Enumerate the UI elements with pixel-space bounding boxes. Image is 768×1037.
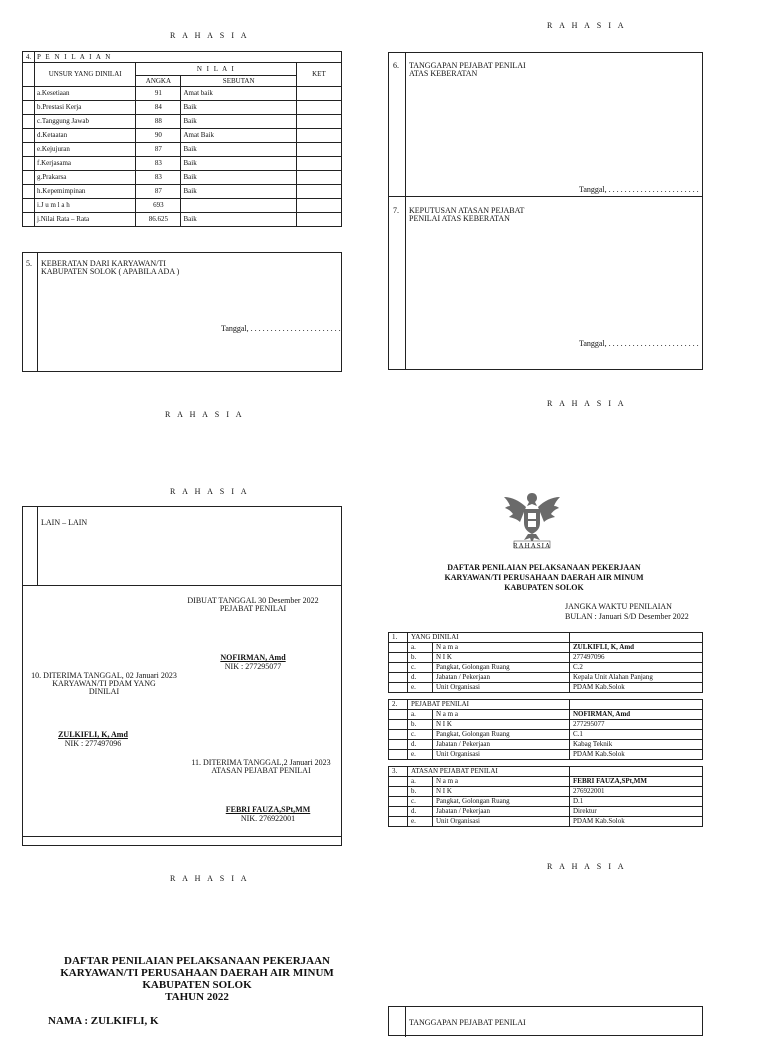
row-label: N I K bbox=[433, 787, 570, 797]
unsur-cell: a.Kesetiaan bbox=[35, 87, 136, 101]
angka-cell: 693 bbox=[136, 199, 181, 213]
row-key: e. bbox=[408, 683, 433, 693]
row-value: 277497096 bbox=[570, 653, 703, 663]
identity-row bbox=[389, 653, 703, 663]
blank-cell bbox=[389, 740, 408, 750]
signature-panel bbox=[22, 506, 342, 846]
sebutan-cell: Amat baik bbox=[181, 87, 296, 101]
row-key: e. bbox=[408, 817, 433, 827]
spacer-cell bbox=[389, 693, 703, 700]
col-ket-header: KET bbox=[296, 63, 341, 87]
tanggapan-panel-2 bbox=[388, 1006, 703, 1036]
angka-cell: 88 bbox=[136, 115, 181, 129]
section-title: YANG DINILAI bbox=[408, 633, 570, 643]
rahasia-label: R A H A S I A bbox=[547, 399, 627, 408]
row-label: Jabatan / Pekerjaan bbox=[433, 807, 570, 817]
keberatan-section bbox=[22, 252, 342, 372]
row-key: a. bbox=[408, 777, 433, 787]
keberatan-title-1: KEBERATAN DARI KARYAWAN/TI bbox=[41, 259, 166, 268]
rahasia-label: R A H A S I A bbox=[547, 21, 627, 30]
identity-row bbox=[389, 740, 703, 750]
section-number: 4. bbox=[23, 52, 35, 63]
sebutan-cell: Baik bbox=[181, 143, 296, 157]
garuda-emblem bbox=[500, 487, 564, 553]
row-value: D.1 bbox=[570, 797, 703, 807]
emblem-banner-text: RAHASIA bbox=[512, 542, 552, 550]
tanggal-line: Tanggal, . . . . . . . . . . . . . . . . . . . . . . . bbox=[221, 324, 341, 333]
identity-row bbox=[389, 777, 703, 787]
col-angka-header: ANGKA bbox=[136, 76, 181, 87]
row-value: PDAM Kab.Solok bbox=[570, 750, 703, 760]
diterima-10-line1: 10. DITERIMA TANGGAL, 02 Januari 2023 bbox=[31, 671, 177, 680]
keputusan-title-2: PENILAI ATAS KEBERATAN bbox=[409, 214, 510, 223]
nama-label: NAMA : ZULKIFLI, K bbox=[48, 1015, 159, 1027]
row-label: Unit Organisasi bbox=[433, 817, 570, 827]
row-key: b. bbox=[408, 720, 433, 730]
unsur-cell: e.Kejujuran bbox=[35, 143, 136, 157]
row-label: N a m a bbox=[433, 777, 570, 787]
signer-name-3: FEBRI FAUZA,SPt,MM bbox=[225, 805, 311, 814]
cover2-title-3: KABUPATEN SOLOK bbox=[142, 979, 252, 991]
cover-title-1: DAFTAR PENILAIAN PELAKSANAAN PEKERJAAN bbox=[447, 563, 641, 572]
row-value: Direktur bbox=[570, 807, 703, 817]
section-value-blank bbox=[570, 633, 703, 643]
row-label: Jabatan / Pekerjaan bbox=[433, 740, 570, 750]
angka-cell: 90 bbox=[136, 129, 181, 143]
row-key: e. bbox=[408, 750, 433, 760]
row-value: C.2 bbox=[570, 663, 703, 673]
signer-nik-3: NIK. 276922001 bbox=[240, 814, 296, 823]
row-value: PDAM Kab.Solok bbox=[570, 817, 703, 827]
tanggapan-keberatan-panel bbox=[388, 52, 703, 370]
tanggal-line: Tanggal, . . . . . . . . . . . . . . . . . . . . . . . bbox=[579, 339, 699, 348]
penilaian-row bbox=[23, 87, 342, 101]
penilaian-row bbox=[23, 101, 342, 115]
signer-name-1: NOFIRMAN, Amd bbox=[220, 653, 286, 662]
section-number: 6. bbox=[393, 61, 399, 70]
dibuat-tanggal: DIBUAT TANGGAL 30 Desember 2022 bbox=[187, 596, 319, 605]
unsur-cell: j.Nilai Rata – Rata bbox=[35, 213, 136, 227]
identity-row bbox=[389, 710, 703, 720]
section-value-blank bbox=[570, 700, 703, 710]
angka-cell: 86.625 bbox=[136, 213, 181, 227]
blank-cell bbox=[389, 683, 408, 693]
identity-row bbox=[389, 807, 703, 817]
row-value: 276922001 bbox=[570, 787, 703, 797]
unsur-cell: b.Prestasi Kerja bbox=[35, 101, 136, 115]
blank-cell bbox=[389, 710, 408, 720]
rahasia-label: R A H A S I A bbox=[170, 874, 250, 883]
blank-cell bbox=[389, 797, 408, 807]
penilaian-row bbox=[23, 185, 342, 199]
blank-cell bbox=[389, 777, 408, 787]
penilaian-row bbox=[23, 115, 342, 129]
tanggapan-title-1: TANGGAPAN PEJABAT PENILAI bbox=[409, 61, 526, 70]
row-key: a. bbox=[408, 643, 433, 653]
ket-cell bbox=[296, 129, 341, 143]
section-number: 5. bbox=[26, 259, 32, 268]
sebutan-cell: Baik bbox=[181, 157, 296, 171]
signer-nik-2: NIK : 277497096 bbox=[64, 739, 122, 748]
row-label: Pangkat, Golongan Ruang bbox=[433, 663, 570, 673]
row-label: N a m a bbox=[433, 710, 570, 720]
section-value-blank bbox=[570, 767, 703, 777]
row-value: PDAM Kab.Solok bbox=[570, 683, 703, 693]
sebutan-cell: Baik bbox=[181, 213, 296, 227]
row-number-cell bbox=[23, 115, 35, 129]
ket-cell bbox=[296, 185, 341, 199]
rahasia-label: R A H A S I A bbox=[170, 31, 250, 40]
ket-cell bbox=[296, 199, 341, 213]
spacer-row bbox=[389, 693, 703, 700]
section-number: 3. bbox=[389, 767, 408, 777]
section-title: ATASAN PEJABAT PENILAI bbox=[408, 767, 570, 777]
identity-row bbox=[389, 817, 703, 827]
row-label: Unit Organisasi bbox=[433, 750, 570, 760]
row-number-cell bbox=[23, 101, 35, 115]
ket-cell bbox=[296, 171, 341, 185]
sebutan-cell: Baik bbox=[181, 101, 296, 115]
ket-cell bbox=[296, 101, 341, 115]
sebutan-cell: Baik bbox=[181, 171, 296, 185]
section-number: 7. bbox=[393, 206, 399, 215]
angka-cell: 84 bbox=[136, 101, 181, 115]
row-number-cell bbox=[23, 199, 35, 213]
row-number-cell bbox=[23, 171, 35, 185]
penilaian-row bbox=[23, 143, 342, 157]
angka-cell: 83 bbox=[136, 157, 181, 171]
row-key: c. bbox=[408, 730, 433, 740]
cover2-title-1: DAFTAR PENILAIAN PELAKSANAAN PEKERJAAN bbox=[64, 955, 330, 967]
tanggapan-title-2: ATAS KEBERATAN bbox=[409, 69, 478, 78]
row-number-cell bbox=[23, 213, 35, 227]
sebutan-cell: Baik bbox=[181, 115, 296, 129]
row-value: Kepala Unit Alahan Panjang bbox=[570, 673, 703, 683]
unsur-cell: f.Kerjasama bbox=[35, 157, 136, 171]
sebutan-cell bbox=[181, 199, 296, 213]
unsur-cell: h.Kepemimpinan bbox=[35, 185, 136, 199]
row-number-cell bbox=[23, 157, 35, 171]
spacer-row bbox=[389, 760, 703, 767]
unsur-cell: g.Prakarsa bbox=[35, 171, 136, 185]
row-label: Jabatan / Pekerjaan bbox=[433, 673, 570, 683]
rahasia-label: R A H A S I A bbox=[170, 487, 250, 496]
angka-cell: 87 bbox=[136, 143, 181, 157]
row-key: a. bbox=[408, 710, 433, 720]
row-value: FEBRI FAUZA,SPt,MM bbox=[570, 777, 703, 787]
penilaian-row bbox=[23, 157, 342, 171]
tanggal-line: Tanggal, . . . . . . . . . . . . . . . . . . . . . . . bbox=[579, 185, 699, 194]
ket-cell bbox=[296, 115, 341, 129]
tanggapan-title-1: TANGGAPAN PEJABAT PENILAI bbox=[409, 1018, 526, 1027]
blank-cell bbox=[389, 673, 408, 683]
row-label: N a m a bbox=[433, 643, 570, 653]
identity-row bbox=[389, 730, 703, 740]
identity-row bbox=[389, 750, 703, 760]
diterima-10-line3: DINILAI bbox=[88, 687, 120, 696]
bulan-label: BULAN : Januari S/D Desember 2022 bbox=[565, 612, 689, 621]
signer-name-2: ZULKIFLI, K, Amd bbox=[58, 730, 128, 739]
ket-cell bbox=[296, 143, 341, 157]
row-value: NOFIRMAN, Amd bbox=[570, 710, 703, 720]
row-key: b. bbox=[408, 653, 433, 663]
diterima-10-line2: KARYAWAN/TI PDAM YANG bbox=[52, 679, 156, 688]
cover-title-2: KARYAWAN/TI PERUSAHAAN DAERAH AIR MINUM bbox=[444, 573, 644, 582]
section-title: PEJABAT PENILAI bbox=[408, 700, 570, 710]
keputusan-title-1: KEPUTUSAN ATASAN PEJABAT bbox=[409, 206, 525, 215]
diterima-11-line1: 11. DITERIMA TANGGAL,2 Januari 2023 bbox=[191, 758, 331, 767]
penilaian-panel bbox=[22, 51, 342, 227]
blank-cell bbox=[389, 787, 408, 797]
section-number: 1. bbox=[389, 633, 408, 643]
blank-cell bbox=[389, 817, 408, 827]
rahasia-label: R A H A S I A bbox=[165, 410, 245, 419]
pejabat-penilai-label: PEJABAT PENILAI bbox=[219, 604, 287, 613]
lain-lain-label: LAIN – LAIN bbox=[41, 518, 88, 527]
section-title: P E N I L A I A N bbox=[35, 52, 342, 63]
angka-cell: 87 bbox=[136, 185, 181, 199]
identity-row bbox=[389, 797, 703, 807]
row-value: 277295077 bbox=[570, 720, 703, 730]
blank-cell bbox=[389, 750, 408, 760]
jangka-waktu-label: JANGKA WAKTU PENILAIAN bbox=[565, 602, 672, 611]
blank-cell bbox=[389, 807, 408, 817]
spacer-cell bbox=[389, 760, 703, 767]
unsur-cell: c.Tanggung Jawab bbox=[35, 115, 136, 129]
ket-cell bbox=[296, 213, 341, 227]
cover-title-3: KABUPATEN SOLOK bbox=[504, 583, 584, 592]
row-value: C.1 bbox=[570, 730, 703, 740]
row-value: Kabag Teknik bbox=[570, 740, 703, 750]
row-value: ZULKIFLI, K, Amd bbox=[570, 643, 703, 653]
blank-cell bbox=[389, 720, 408, 730]
cover2-title-4: TAHUN 2022 bbox=[165, 991, 229, 1003]
row-label: Unit Organisasi bbox=[433, 683, 570, 693]
angka-cell: 91 bbox=[136, 87, 181, 101]
row-key: b. bbox=[408, 787, 433, 797]
row-number-cell bbox=[23, 185, 35, 199]
identity-table bbox=[388, 632, 703, 827]
identity-row bbox=[389, 673, 703, 683]
col-sebutan-header: SEBUTAN bbox=[181, 76, 296, 87]
identity-section-header bbox=[389, 633, 703, 643]
row-label: Pangkat, Golongan Ruang bbox=[433, 797, 570, 807]
angka-cell: 83 bbox=[136, 171, 181, 185]
identity-row bbox=[389, 720, 703, 730]
sebutan-cell: Baik bbox=[181, 185, 296, 199]
penilaian-row bbox=[23, 171, 342, 185]
col-nilai-header: N I L A I bbox=[136, 63, 297, 76]
identity-section-header bbox=[389, 767, 703, 777]
unsur-cell: i.J u m l a h bbox=[35, 199, 136, 213]
identity-row bbox=[389, 787, 703, 797]
identity-row bbox=[389, 663, 703, 673]
row-label: N I K bbox=[433, 653, 570, 663]
row-number-cell bbox=[23, 129, 35, 143]
blank-cell bbox=[389, 643, 408, 653]
identity-row bbox=[389, 683, 703, 693]
row-label: N I K bbox=[433, 720, 570, 730]
identity-section-header bbox=[389, 700, 703, 710]
cover2-title-2: KARYAWAN/TI PERUSAHAAN DAERAH AIR MINUM bbox=[60, 967, 334, 979]
sebutan-cell: Amat Baik bbox=[181, 129, 296, 143]
ket-cell bbox=[296, 157, 341, 171]
row-key: d. bbox=[408, 807, 433, 817]
keberatan-title-2: KABUPATEN SOLOK ( APABILA ADA ) bbox=[41, 267, 180, 276]
rahasia-label: R A H A S I A bbox=[547, 862, 627, 871]
penilaian-row bbox=[23, 213, 342, 227]
penilaian-row bbox=[23, 199, 342, 213]
blank-cell bbox=[389, 653, 408, 663]
penilaian-row bbox=[23, 129, 342, 143]
row-number-cell bbox=[23, 143, 35, 157]
section-number: 2. bbox=[389, 700, 408, 710]
identity-row bbox=[389, 643, 703, 653]
diterima-11-line2: ATASAN PEJABAT PENILAI bbox=[211, 766, 311, 775]
identity-table-wrap bbox=[388, 632, 703, 827]
unsur-cell: d.Ketaatan bbox=[35, 129, 136, 143]
blank-cell bbox=[389, 663, 408, 673]
row-number-cell bbox=[23, 87, 35, 101]
row-key: d. bbox=[408, 673, 433, 683]
signer-nik-1: NIK : 277295077 bbox=[224, 662, 282, 671]
row-key: c. bbox=[408, 663, 433, 673]
col-unsur-header: UNSUR YANG DINILAI bbox=[35, 63, 136, 87]
blank-cell bbox=[389, 730, 408, 740]
row-label: Pangkat, Golongan Ruang bbox=[433, 730, 570, 740]
ket-cell bbox=[296, 87, 341, 101]
penilaian-table bbox=[22, 51, 342, 227]
row-key: c. bbox=[408, 797, 433, 807]
row-key: d. bbox=[408, 740, 433, 750]
